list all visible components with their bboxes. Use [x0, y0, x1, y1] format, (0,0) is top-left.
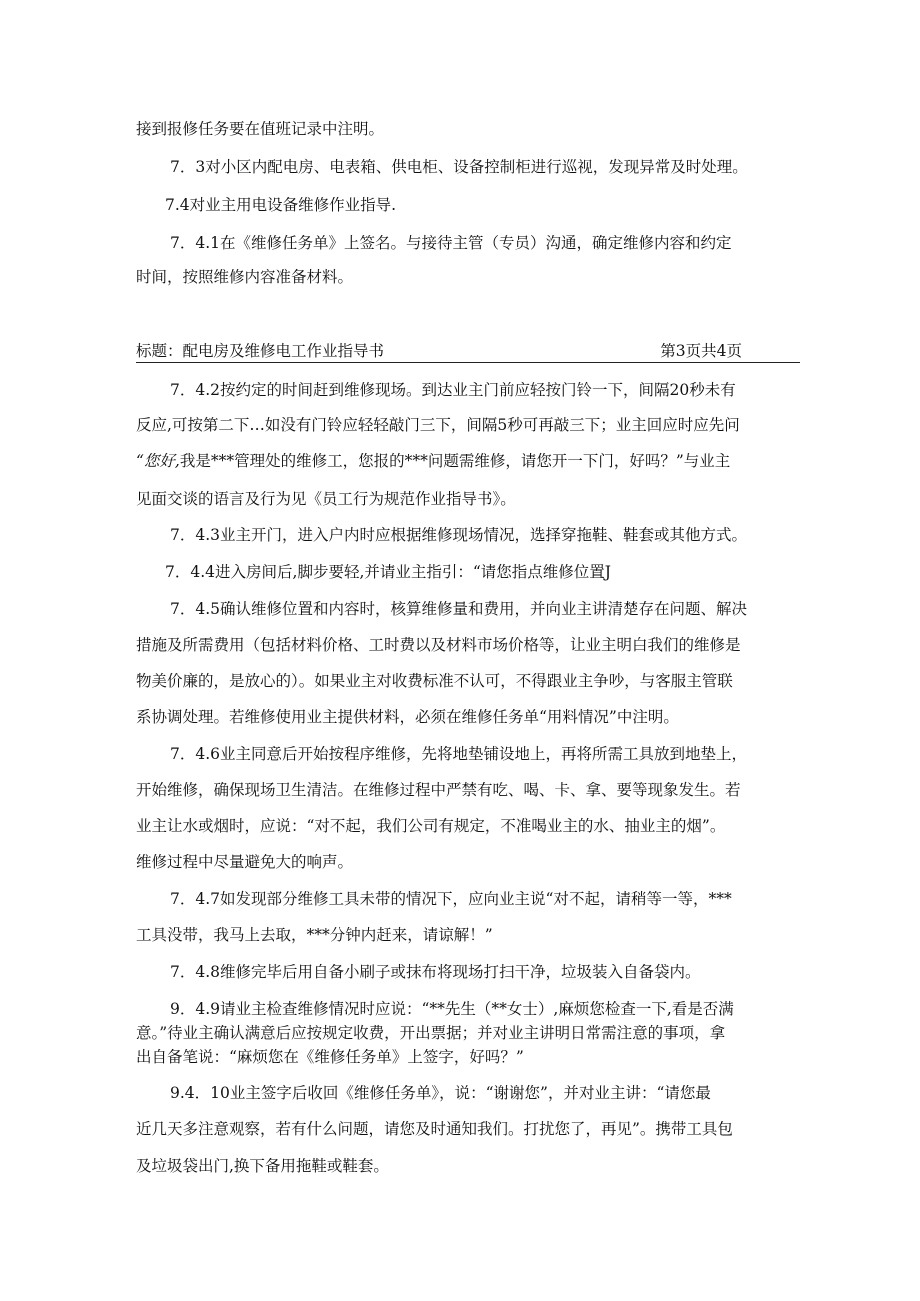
quote-greeting: “您好,: [136, 452, 180, 470]
text-line: 见面交谈的语言及行为见《员工行为规范作业指导书》。: [136, 490, 516, 508]
text-line: 接到报修任务要在值班记录中注明。: [136, 120, 385, 138]
text-line: 近几天多注意观察，若有什么问题，请您及时通知我们。打扰您了，再见”。携带工具包: [136, 1120, 733, 1138]
text-line: 9．4.9请业主检查维修情况时应说：“**先生（**女士）,麻烦您检查一下,看是否满: [170, 1000, 734, 1018]
text-line: 7．4.3业主开门，进入户内时应根据维修现场情况，选择穿拖鞋、鞋套或其他方式。: [170, 526, 748, 544]
text-line: 7．3对小区内配电房、电表箱、供电柜、设备控制柜进行巡视，发现异常及时处理。: [170, 158, 748, 176]
text-line: 出自备笔说：“麻烦您在《维修任务单》上签字，好吗？”: [136, 1048, 524, 1066]
text-line: 时间，按照维修内容准备材料。: [136, 268, 354, 286]
header-page-number: 第3页共4页: [660, 342, 742, 360]
text-line: 9.4．10业主签字后收回《维修任务单》，说：“谢谢您”，并对业主讲：“请您最: [170, 1084, 711, 1102]
text-line: 工具没带，我马上去取，***分钟内赶来，请谅解！”: [136, 926, 493, 944]
text-line: 反应,可按第二下…如没有门铃应轻轻敲门三下，间隔5秒可再敲三下；业主回应时应先问: [136, 416, 740, 434]
header-title: 标题：配电房及维修电工作业指导书: [136, 342, 385, 360]
text-line: 系协调处理。若维修使用业主提供材料，必须在维修任务单“用料情况”中注明。: [136, 708, 679, 726]
text-line: 7.4对业主用电设备维修作业指导.: [165, 196, 397, 214]
text-line: 业主让水或烟时，应说：“对不起，我们公司有规定，不准喝业主的水、抽业主的烟”。: [136, 817, 726, 835]
text-line: 7．4.5确认维修位置和内容时，核算维修量和费用，并向业主讲清楚存在问题、解决: [170, 600, 748, 618]
text-line: 7．4.1在《维修任务单》上签名。与接待主管（专员）沟通，确定维修内容和约定: [170, 234, 732, 252]
text-line: 开始维修，确保现场卫生清洁。在维修过程中严禁有吃、喝、卡、拿、要等现象发生。若: [136, 781, 741, 799]
text-line: 物美价廉的，是放心的）。如果业主对收费标准不认可，不得跟业主争吵，与客服主管联: [136, 672, 733, 690]
text-line: 7．4.4进入房间后,脚步要轻,并请业主指引：“请您指点维修位置J: [165, 563, 612, 581]
text-line: 7．4.7如发现部分维修工具未带的情况下，应向业主说“对不起，请稍等一等，***: [170, 890, 732, 908]
text-line: 意。”待业主确认满意后应按规定收费，开出票据；并对业主讲明日常需注意的事项，拿: [136, 1024, 726, 1042]
text-line: 措施及所需费用（包括材料价格、工时费以及材料市场价格等，让业主明白我们的维修是: [136, 636, 741, 654]
quote-rest: 我是***管理处的维修工，您报的***问题需维修，请您开一下门，好吗？”与业主: [179, 452, 731, 470]
text-line: [136, 450, 730, 472]
page-header: [136, 340, 800, 364]
text-line: 及垃圾袋出门,换下备用拖鞋或鞋套。: [136, 1157, 389, 1175]
header-divider: [136, 362, 800, 363]
text-line: 7．4.2按约定的时间赶到维修现场。到达业主门前应轻按门铃一下，间隔20秒未有: [170, 381, 736, 399]
text-line: 7．4.6业主同意后开始按程序维修，先将地垫铺设地上，再将所需工具放到地垫上，: [170, 745, 748, 763]
text-line: 维修过程中尽量避免大的响声。: [136, 853, 354, 871]
text-line: 7．4.8维修完毕后用自备小刷子或抹布将现场打扫干净，垃圾装入自备袋内。: [170, 963, 701, 981]
